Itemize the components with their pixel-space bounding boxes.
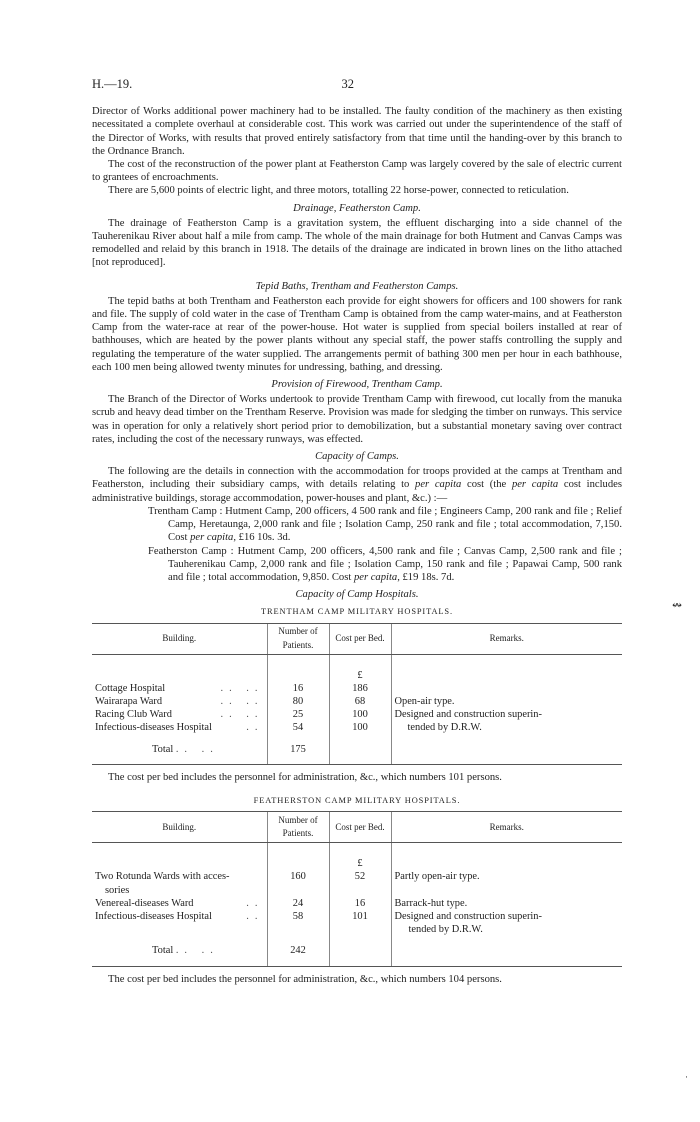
col-cost: Cost per Bed. (329, 812, 391, 843)
capacity-paragraph: The following are the details in connection with the accommodation for troops provided at the camps at Trentham and Featherston, including their subsidiary camps, with details relating to per capita cost (the per capita cost includes administrative buildings, storage accommodation, power-houses and plant, &c.) :— (92, 466, 622, 504)
col-remarks: Remarks. (391, 623, 622, 654)
table-row: Two Rotunda Wards with acces- sories 160 52 Partly open-air type. (92, 870, 622, 896)
margin-mark-icon: ↭ (671, 598, 682, 612)
page-header (92, 78, 622, 91)
col-building: Building. (92, 812, 267, 843)
table-row: Racing Club Ward .. .. 25 100 Designed and construction superin- (92, 708, 622, 721)
baths-paragraph: The tepid baths at both Trentham and Featherston each provide for eight showers for officers and 100 showers for rank and file. The supply of cold water in the case of Trentham Camp is obtained from the camp water-mains, and at Featherston Camp from the water-race at rear of the power-house. Hot water is supplied from special boilers installed at rear of bathhouses, which are heated by the power plants without any special staff, the power staffs controlling the supply and regulating the temperature of the water supplied. The arrangements permit of bathing 300 men per hour in each bathhouse, each 100 men being allowed twenty minutes for undressing, bathing, and dressing. (92, 295, 622, 373)
trentham-hospitals-table (92, 623, 622, 765)
trentham-camp-entry: Trentham Camp : Hutment Camp, 200 officers, 4 500 rank and file ; Engineers Camp, 200 rank and file ; Relief Camp, Heretaunga, 2,000 rank and file ; Isolation Camp, 250 rank and file ; total accommodation, 7,150. Cost per capita, £16 10s. 3d. (148, 505, 622, 544)
featherston-hospitals-table (92, 811, 622, 966)
col-remarks: Remarks. (391, 812, 622, 843)
scan-speck-icon: · (685, 1072, 688, 1082)
drainage-paragraph: The drainage of Featherston Camp is a gravitation system, the effluent discharging into a side channel of the Tauherenikau River about half a mile from camp. The whole of the main drainage for both Hutment and Canvas Camps was remodelled and relaid by this branch in 1918. The details of the drainage are indicated in brown lines on the litho attached [not reproduced]. (92, 217, 622, 269)
col-patients: Number of Patients. (267, 812, 329, 843)
firewood-heading: Provision of Firewood, Trentham Camp. (271, 379, 443, 391)
intro-paragraph-1: Director of Works additional power machinery had to be installed. The faulty condition of the machinery as then existing necessitated a complete overhaul at considerable cost. This work was carried out under the superintendence of the staff of the Director of Works, with results that proved entirely satisfactory from that time until the handing-over by this branch to the Ordnance Branch. (92, 106, 622, 157)
featherston-camp-entry: Featherston Camp : Hutment Camp, 200 officers, 4,500 rank and file ; Canvas Camp, 2,500 rank and file ; Tauherenikau Camp, 2,000 rank and file ; Isolation Camp, 150 rank and file ; Papawai Camp, 500 rank and file ; total accommodation, 9,850. Cost per capita, £19 18s. 7d. (148, 545, 622, 583)
currency-unit: £ (329, 843, 391, 871)
trentham-table-title: TRENTHAM CAMP MILITARY HOSPITALS. (261, 607, 453, 617)
currency-unit: £ (329, 654, 391, 682)
col-building: Building. (92, 623, 267, 654)
table-row: Cottage Hospital .. .. 16 186 (92, 682, 622, 695)
hospitals-heading: Capacity of Camp Hospitals. (295, 589, 419, 601)
featherston-note: The cost per bed includes the personnel for administration, &c., which numbers 104 persons. (108, 973, 502, 985)
trentham-note: The cost per bed includes the personnel for administration, &c., which numbers 101 persons. (108, 771, 502, 783)
table-row: Infectious-diseases Hospital .. 58 101 Designed and construction superin- tended by D.R.W. (92, 910, 622, 936)
table-row: Venereal-diseases Ward .. 24 16 Barrack-hut type. (92, 897, 622, 910)
table-row: Infectious-diseases Hospital .. 54 100 tended by D.R.W. (92, 721, 622, 734)
report-code: H.—19. (92, 77, 133, 91)
baths-heading: Tepid Baths, Trentham and Featherston Camps. (255, 280, 459, 292)
capacity-heading: Capacity of Camps. (315, 451, 399, 463)
page-number: 32 (341, 77, 354, 91)
total-row: Total .. .. 242 (92, 936, 622, 966)
col-patients: Number of Patients. (267, 623, 329, 654)
intro-paragraph-3: There are 5,600 points of electric light, and three motors, totalling 22 horse-power, connected to reticulation. (108, 185, 569, 197)
table-row: Wairarapa Ward .. .. 80 68 Open-air type. (92, 695, 622, 708)
drainage-heading: Drainage, Featherston Camp. (293, 202, 421, 214)
col-cost: Cost per Bed. (329, 623, 391, 654)
document-page (92, 78, 622, 986)
featherston-table-title: FEATHERSTON CAMP MILITARY HOSPITALS. (253, 795, 461, 805)
firewood-paragraph: The Branch of the Director of Works undertook to provide Trentham Camp with firewood, cut locally from the manuka scrub and heavy dead timber on the Trentham Reserve. Provision was made for sledging the timber on runways. This service was in operation for only a relatively short period prior to demobilization, but a substantial monetary saving over contract rates, including the cost of the necessary runways, was effected. (92, 394, 622, 445)
total-row: Total .. .. 175 (92, 735, 622, 765)
intro-paragraph-2: The cost of the reconstruction of the power plant at Featherston Camp was largely covered by the sale of electric current to grantees of encroachments. (92, 159, 622, 184)
